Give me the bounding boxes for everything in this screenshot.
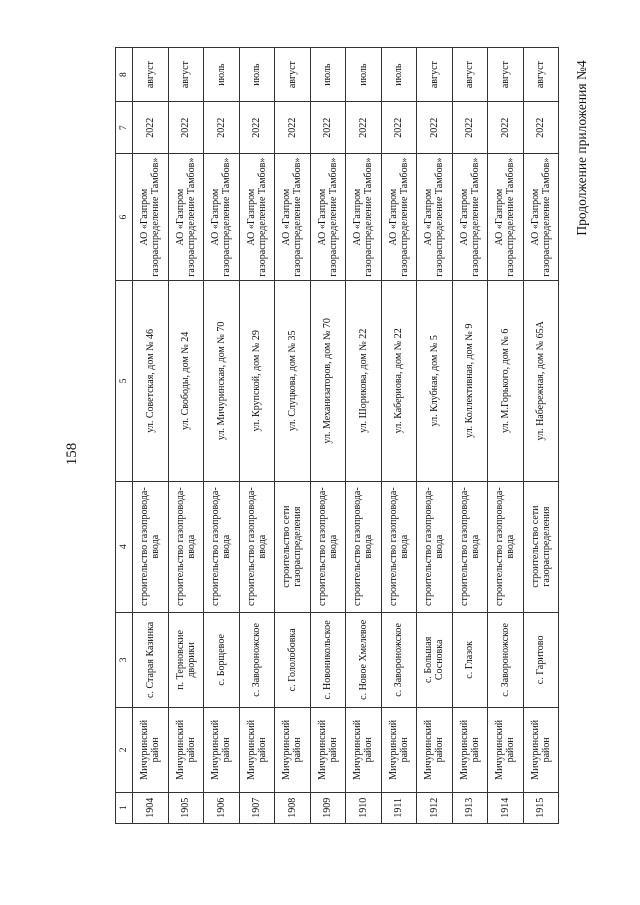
table-row bbox=[204, 48, 240, 824]
table-row bbox=[381, 48, 417, 824]
row-number-cell: 1911 bbox=[381, 792, 417, 823]
table-row bbox=[346, 48, 382, 824]
organization-cell: АО «Газпром газораспределение Тамбов» bbox=[133, 154, 169, 281]
month-cell: август bbox=[523, 48, 559, 102]
header-cell: 5 bbox=[116, 281, 133, 482]
district-cell: Мичуринский район bbox=[381, 708, 417, 793]
month-cell: август bbox=[417, 48, 453, 102]
work-type-cell: строительство газопровода-ввода bbox=[133, 481, 169, 612]
settlement-cell: с. Гололобовка bbox=[275, 612, 311, 707]
settlement-cell: с. Завороножское bbox=[488, 612, 524, 707]
header-cell: 1 bbox=[116, 792, 133, 823]
year-cell: 2022 bbox=[310, 102, 346, 154]
district-cell: Мичуринский район bbox=[168, 708, 204, 793]
work-type-cell: строительство газопровода-ввода bbox=[204, 481, 240, 612]
work-type-cell: строительство газопровода-ввода bbox=[417, 481, 453, 612]
settlement-cell: с. Завороножское bbox=[239, 612, 275, 707]
settlement-cell: с. Старая Казинка bbox=[133, 612, 169, 707]
settlement-cell: п. Терновские дворики bbox=[168, 612, 204, 707]
year-cell: 2022 bbox=[523, 102, 559, 154]
row-number-cell: 1907 bbox=[239, 792, 275, 823]
month-cell: август bbox=[452, 48, 488, 102]
month-cell: август bbox=[168, 48, 204, 102]
organization-cell: АО «Газпром газораспределение Тамбов» bbox=[275, 154, 311, 281]
table-row bbox=[239, 48, 275, 824]
year-cell: 2022 bbox=[346, 102, 382, 154]
month-cell: июль bbox=[204, 48, 240, 102]
address-cell: ул. Советская, дом № 46 bbox=[133, 281, 169, 482]
organization-cell: АО «Газпром газораспределение Тамбов» bbox=[168, 154, 204, 281]
settlement-cell: с. Гаритово bbox=[523, 612, 559, 707]
year-cell: 2022 bbox=[168, 102, 204, 154]
district-cell: Мичуринский район bbox=[417, 708, 453, 793]
district-cell: Мичуринский район bbox=[133, 708, 169, 793]
table-row bbox=[168, 48, 204, 824]
table-row bbox=[417, 48, 453, 824]
work-type-cell: строительство сети газораспределения bbox=[275, 481, 311, 612]
month-cell: июль bbox=[346, 48, 382, 102]
settlement-cell: с. Новоникольское bbox=[310, 612, 346, 707]
district-cell: Мичуринский район bbox=[452, 708, 488, 793]
settlement-cell: с. Борщевое bbox=[204, 612, 240, 707]
document-table bbox=[115, 47, 559, 824]
organization-cell: АО «Газпром газораспределение Тамбов» bbox=[310, 154, 346, 281]
continuation-title: Продолжение приложения №4 bbox=[574, 60, 589, 236]
address-cell: ул. Коллективная, дом № 9 bbox=[452, 281, 488, 482]
work-type-cell: строительство сети газораспределения bbox=[523, 481, 559, 612]
header-cell: 7 bbox=[116, 102, 133, 154]
header-cell: 8 bbox=[116, 48, 133, 102]
settlement-cell: с. Завороножское bbox=[381, 612, 417, 707]
district-cell: Мичуринский район bbox=[275, 708, 311, 793]
address-cell: ул. М.Горького, дом № 6 bbox=[488, 281, 524, 482]
work-type-cell: строительство газопровода-ввода bbox=[168, 481, 204, 612]
header-cell: 2 bbox=[116, 708, 133, 793]
year-cell: 2022 bbox=[133, 102, 169, 154]
month-cell: август bbox=[275, 48, 311, 102]
year-cell: 2022 bbox=[275, 102, 311, 154]
row-number-cell: 1913 bbox=[452, 792, 488, 823]
table-row bbox=[133, 48, 169, 824]
address-cell: ул. Механизаторов, дом № 70 bbox=[310, 281, 346, 482]
district-cell: Мичуринский район bbox=[488, 708, 524, 793]
address-cell: ул. Клубная, дом № 5 bbox=[417, 281, 453, 482]
organization-cell: АО «Газпром газораспределение Тамбов» bbox=[452, 154, 488, 281]
settlement-cell: с. Новое Хмелевое bbox=[346, 612, 382, 707]
row-number-cell: 1908 bbox=[275, 792, 311, 823]
table-row bbox=[275, 48, 311, 824]
year-cell: 2022 bbox=[239, 102, 275, 154]
work-type-cell: строительство газопровода-ввода bbox=[488, 481, 524, 612]
row-number-cell: 1909 bbox=[310, 792, 346, 823]
district-cell: Мичуринский район bbox=[239, 708, 275, 793]
year-cell: 2022 bbox=[381, 102, 417, 154]
month-cell: июль bbox=[381, 48, 417, 102]
month-cell: август bbox=[133, 48, 169, 102]
work-type-cell: строительство газопровода-ввода bbox=[381, 481, 417, 612]
address-cell: ул. Кабериова, дом № 22 bbox=[381, 281, 417, 482]
district-cell: Мичуринский район bbox=[346, 708, 382, 793]
work-type-cell: строительство газопровода-ввода bbox=[310, 481, 346, 612]
month-cell: август bbox=[488, 48, 524, 102]
year-cell: 2022 bbox=[452, 102, 488, 154]
organization-cell: АО «Газпром газораспределение Тамбов» bbox=[346, 154, 382, 281]
row-number-cell: 1910 bbox=[346, 792, 382, 823]
table-row bbox=[452, 48, 488, 824]
address-cell: ул. Крупской, дом № 29 bbox=[239, 281, 275, 482]
address-cell: ул. Шорикова, дом № 22 bbox=[346, 281, 382, 482]
district-cell: Мичуринский район bbox=[523, 708, 559, 793]
table-row bbox=[523, 48, 559, 824]
page-number: 158 bbox=[64, 442, 80, 466]
document-table-container bbox=[115, 47, 559, 824]
table-row bbox=[488, 48, 524, 824]
settlement-cell: с. Большая Сосновка bbox=[417, 612, 453, 707]
row-number-cell: 1912 bbox=[417, 792, 453, 823]
year-cell: 2022 bbox=[417, 102, 453, 154]
month-cell: июль bbox=[310, 48, 346, 102]
settlement-cell: с. Глазок bbox=[452, 612, 488, 707]
row-number-cell: 1904 bbox=[133, 792, 169, 823]
row-number-cell: 1906 bbox=[204, 792, 240, 823]
work-type-cell: строительство газопровода-ввода bbox=[346, 481, 382, 612]
address-cell: ул. Свободы, дом № 24 bbox=[168, 281, 204, 482]
address-cell: ул. Мичуринская, дом № 70 bbox=[204, 281, 240, 482]
year-cell: 2022 bbox=[488, 102, 524, 154]
work-type-cell: строительство газопровода-ввода bbox=[239, 481, 275, 612]
organization-cell: АО «Газпром газораспределение Тамбов» bbox=[381, 154, 417, 281]
year-cell: 2022 bbox=[204, 102, 240, 154]
address-cell: ул. Слуцкова, дом № 35 bbox=[275, 281, 311, 482]
district-cell: Мичуринский район bbox=[204, 708, 240, 793]
row-number-cell: 1914 bbox=[488, 792, 524, 823]
work-type-cell: строительство газопровода-ввода bbox=[452, 481, 488, 612]
organization-cell: АО «Газпром газораспределение Тамбов» bbox=[523, 154, 559, 281]
organization-cell: АО «Газпром газораспределение Тамбов» bbox=[204, 154, 240, 281]
row-number-cell: 1905 bbox=[168, 792, 204, 823]
organization-cell: АО «Газпром газораспределение Тамбов» bbox=[417, 154, 453, 281]
header-cell: 3 bbox=[116, 612, 133, 707]
row-number-cell: 1915 bbox=[523, 792, 559, 823]
table-header-row bbox=[116, 48, 133, 824]
month-cell: июль bbox=[239, 48, 275, 102]
organization-cell: АО «Газпром газораспределение Тамбов» bbox=[488, 154, 524, 281]
table-row bbox=[310, 48, 346, 824]
district-cell: Мичуринский район bbox=[310, 708, 346, 793]
organization-cell: АО «Газпром газораспределение Тамбов» bbox=[239, 154, 275, 281]
header-cell: 4 bbox=[116, 481, 133, 612]
address-cell: ул. Набережная, дом № 65А bbox=[523, 281, 559, 482]
header-cell: 6 bbox=[116, 154, 133, 281]
